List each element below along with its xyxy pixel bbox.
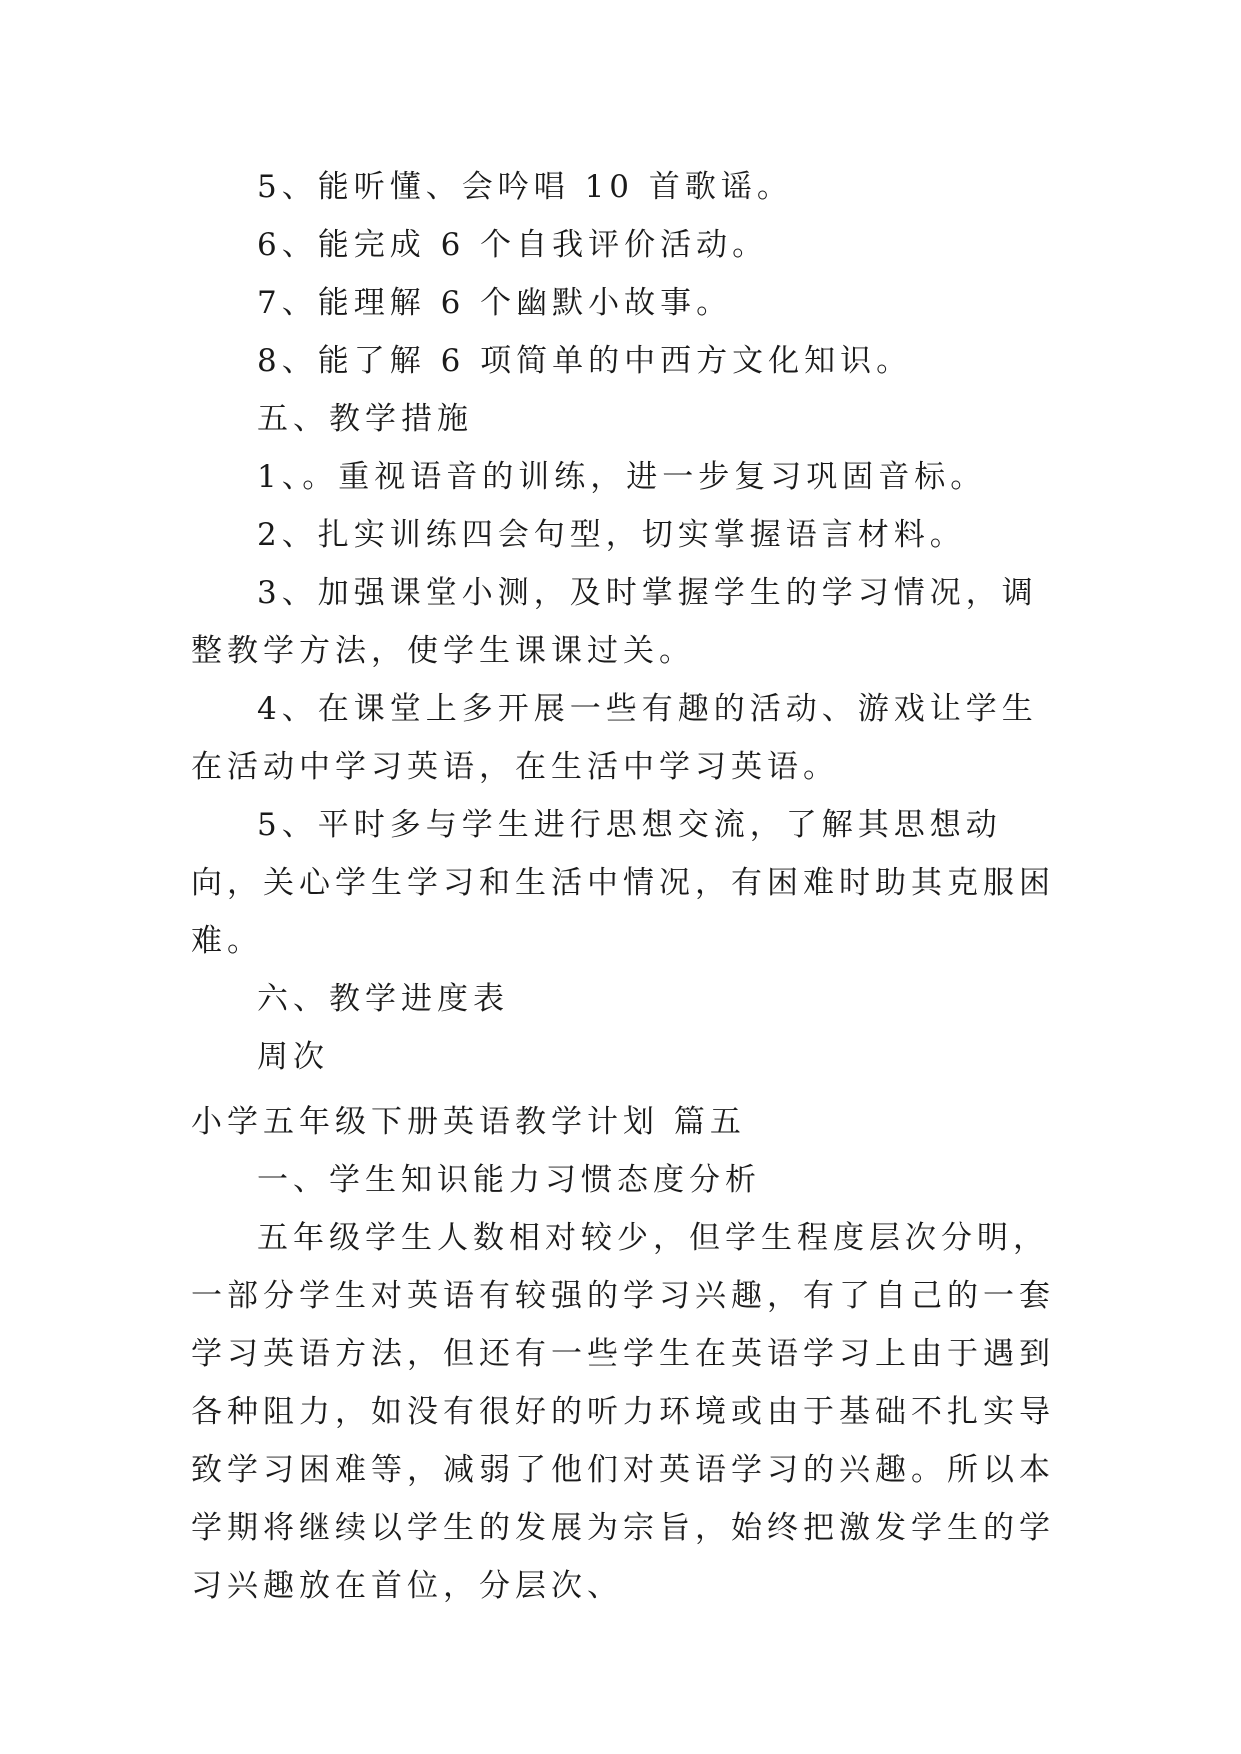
measure-item-3: 3、加强课堂小测，及时掌握学生的学习情况，调整教学方法，使学生课课过关。 <box>191 575 1038 669</box>
section-title: 小学五年级下册英语教学计划 篇五 <box>191 1104 746 1140</box>
goal-item-5: 5、能听懂、会吟唱 10 首歌谣。 <box>257 169 793 205</box>
goal-item-6: 6、能完成 6 个自我评价活动。 <box>257 227 769 263</box>
measure-item-1: 1、。重视语音的训练，进一步复习巩固音标。 <box>257 459 987 495</box>
measure-item-4: 4、在课堂上多开展一些有趣的活动、游戏让学生在活动中学习英语，在生活中学习英语。 <box>191 691 1038 785</box>
analysis-paragraph: 五年级学生人数相对较少，但学生程度层次分明，一部分学生对英语有较强的学习兴趣，有了自己的一套学习英语方法，但还有一些学生在英语学习上由于遇到各种阻力，如没有很好的听力环境或由于基础不扎实导致学习困难等，减弱了他们对英语学习的兴趣。所以本学期将继续以学生的发展为宗旨，始终把激发学生的学习兴趣放在首位，分层次、 <box>191 1220 1055 1604</box>
schedule-week-label: 周次 <box>257 1039 329 1075</box>
goal-item-7: 7、能理解 6 个幽默小故事。 <box>257 285 733 321</box>
text-section-goals-measures <box>191 158 1061 1086</box>
measure-item-5: 5、平时多与学生进行思想交流，了解其思想动向，关心学生学习和生活中情况，有困难时助其克服困难。 <box>191 807 1055 959</box>
text-section-plan-five <box>191 1093 1061 1615</box>
measure-item-2: 2、扎实训练四会句型，切实掌握语言材料。 <box>257 517 966 553</box>
heading-teaching-schedule: 六、教学进度表 <box>257 981 509 1017</box>
goal-item-8: 8、能了解 6 项简单的中西方文化知识。 <box>257 343 913 379</box>
heading-teaching-measures: 五、教学措施 <box>257 401 473 437</box>
heading-student-analysis: 一、学生知识能力习惯态度分析 <box>257 1162 761 1198</box>
